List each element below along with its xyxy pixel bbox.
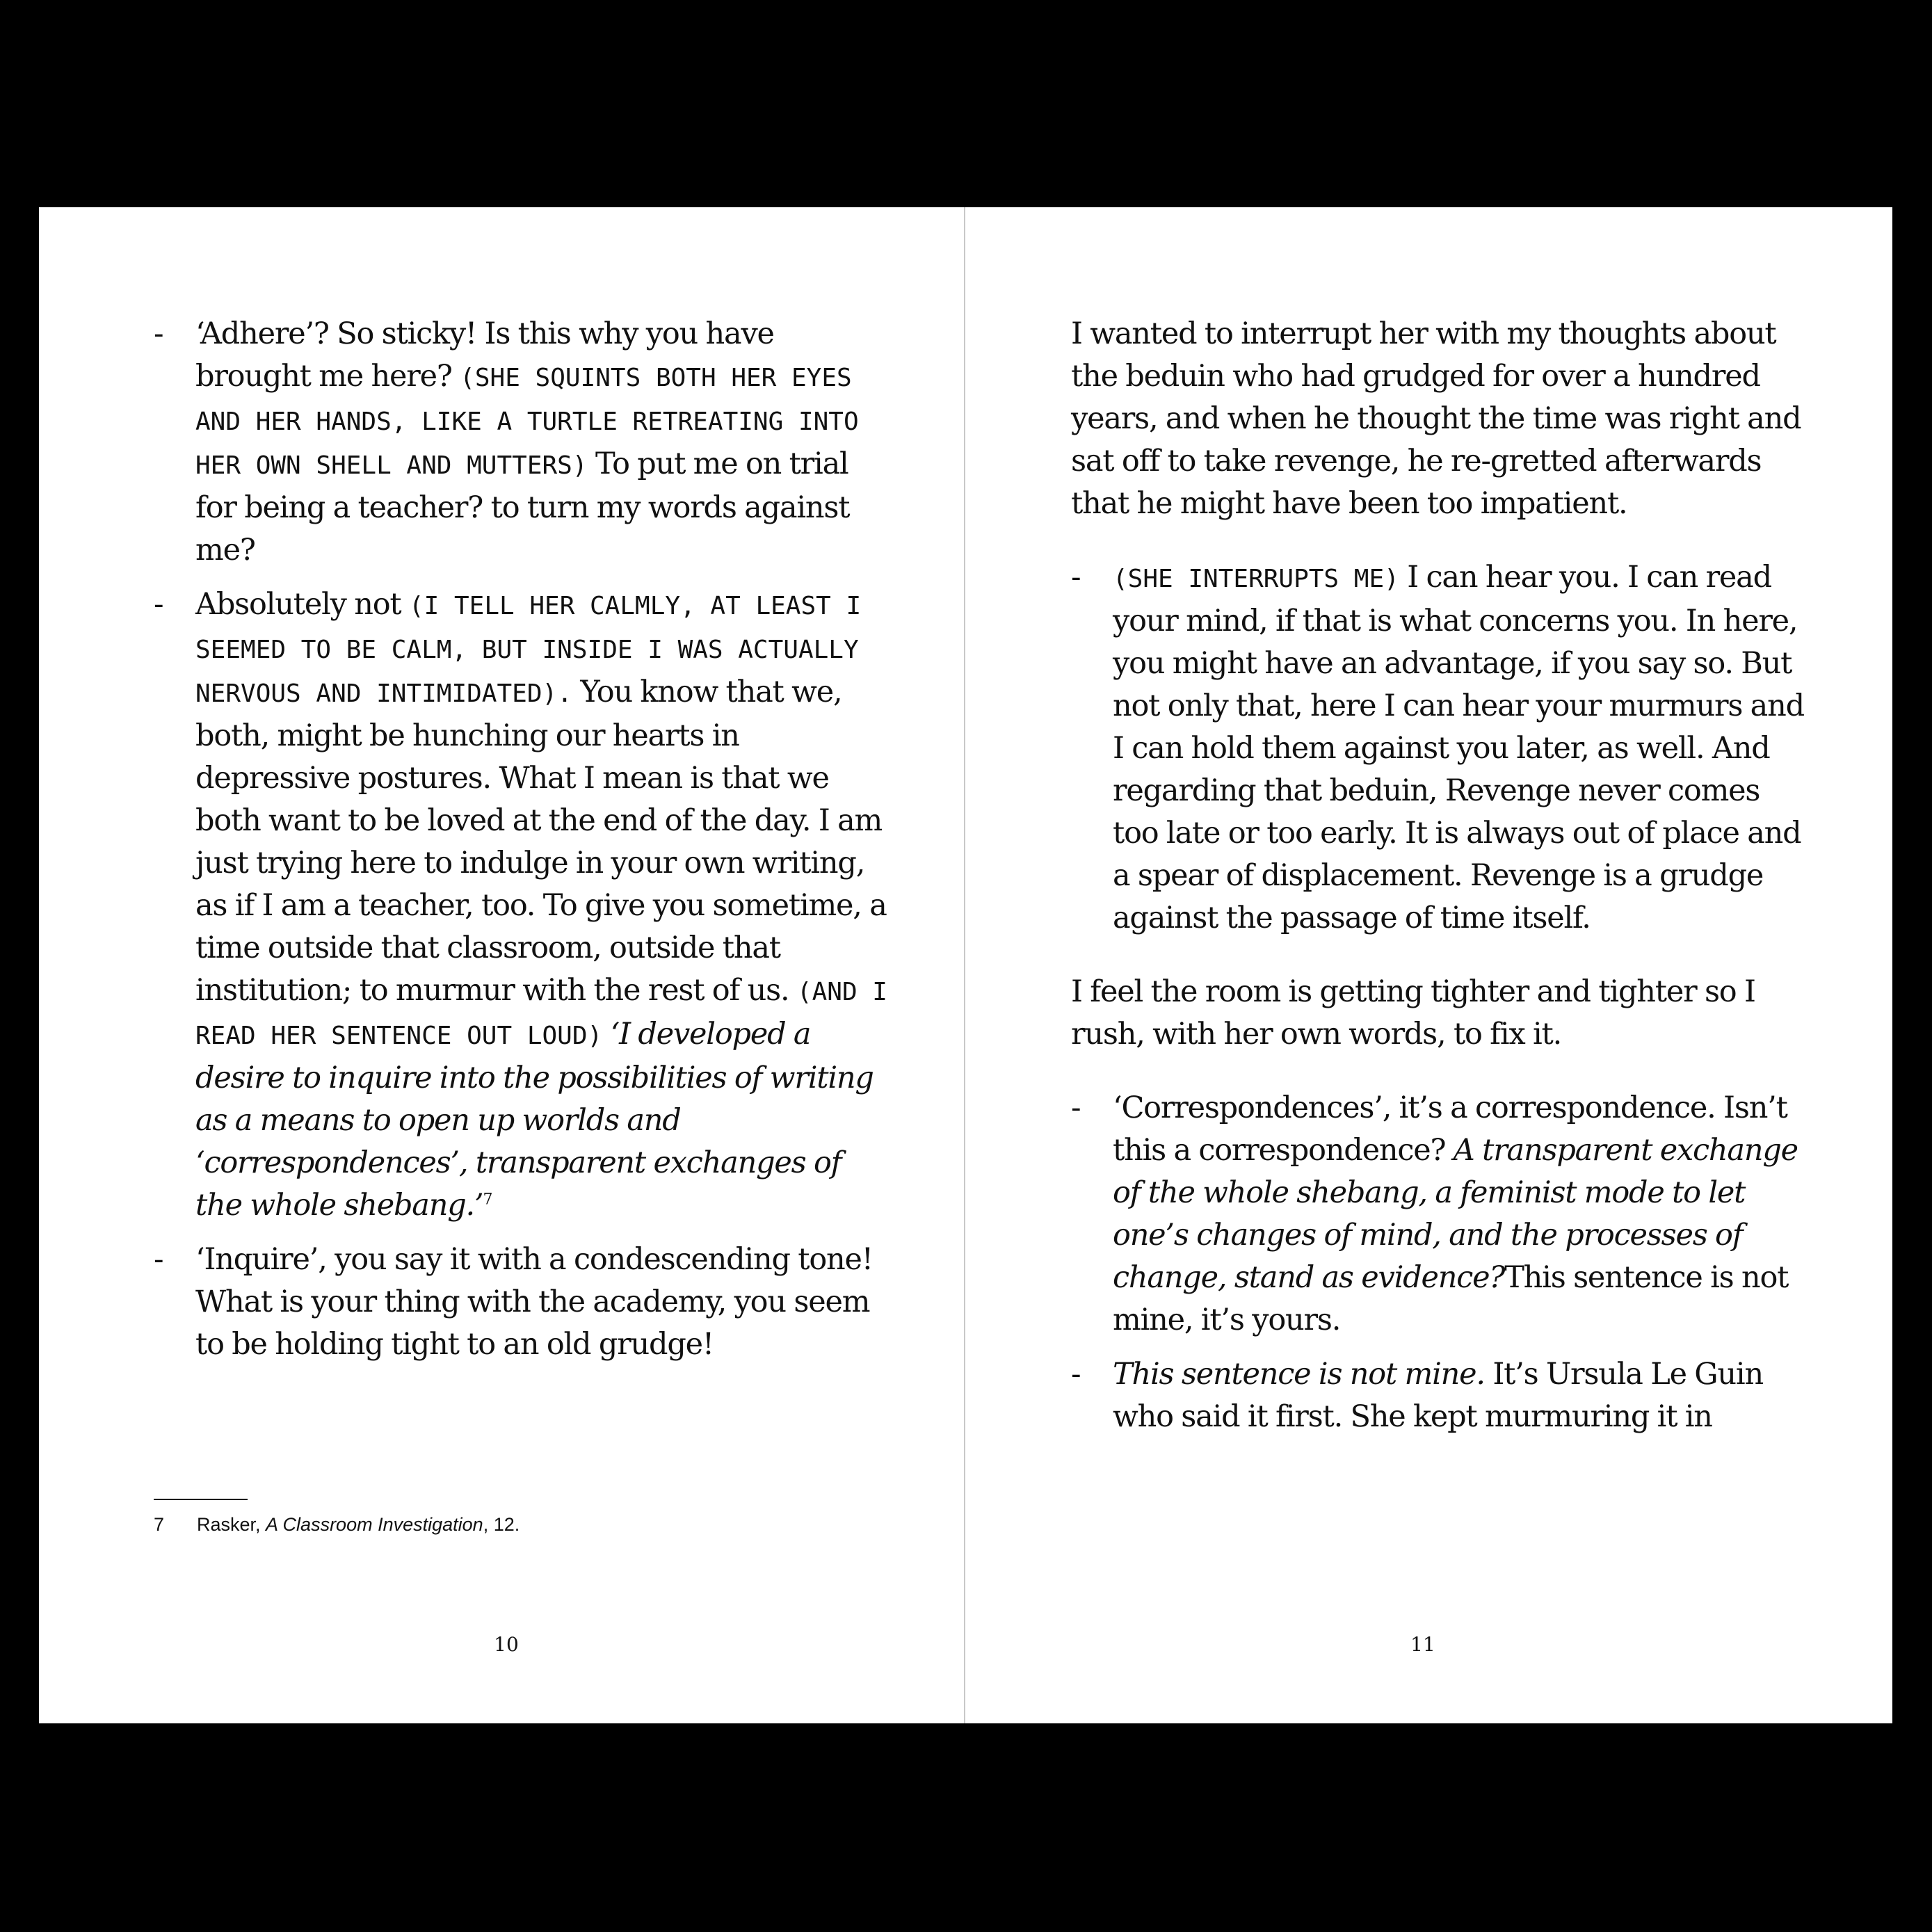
left-text-block [154,313,891,1366]
dash: - [154,587,163,622]
quoted-sentence: ‘I developed a desire to inquire into the possibilities of writing as a means to open up worlds and ‘correspondences’, transparent exchanges of the whole shebang.’ [195,1017,874,1223]
right-text-block [1071,313,1808,1438]
dash: - [1071,1090,1081,1125]
dialogue-text: ‘Inquire’, you say it with a condescending tone! What is your thing with the academy, you seem to be holding tight to an old grudge! [195,1242,873,1362]
dialogue-item [1071,1353,1808,1438]
dialogue-text: Absolutely not [195,587,409,622]
dash: - [1071,560,1081,595]
dialogue-text: It’s Ursula Le Guin who said it first. She kept murmuring it in [1113,1357,1763,1434]
dialogue-item [154,1239,891,1366]
narrative-paragraph: I wanted to interrupt her with my thoughts about the beduin who had grudged for over a hundred years, and when he thought the time was right and sat off to take revenge, he re-gretted afterwards that he might have been too impatient. [1071,316,1801,521]
quoted-sentence: A transparent exchange of the whole shebang, a feminist mode to let one’s changes of mind, and the processes of change, stand as evidence? [1113,1133,1798,1295]
footnote-page: , 12. [483,1514,520,1535]
footnote-divider [154,1499,248,1500]
footnote-title: A Classroom Investigation [266,1514,483,1535]
dialogue-item [154,313,891,572]
stage-direction: (SHE INTERRUPTS ME) [1113,565,1399,593]
dialogue-item [154,583,891,1227]
dash: - [1071,1357,1081,1392]
stage-direction: (I TELL HER CALMLY, AT LEAST I SEEMED TO BE CALM, BUT INSIDE I WAS ACTUALLY NERVOUS AND INTIMIDATED). [195,592,862,708]
page-number: 10 [494,1633,519,1656]
footnote-number: 7 [154,1514,165,1535]
left-page [39,207,964,1723]
stage-direction: (SHE SQUINTS BOTH HER EYES AND HER HANDS, LIKE A TURTLE RETREATING INTO HER OWN SHELL AND MUTTERS) [195,364,859,480]
right-page [965,207,1892,1723]
stage-direction: (AND I READ HER SENTENCE OUT LOUD) [195,978,887,1050]
dash: - [154,316,163,351]
quoted-sentence: This sentence is not mine. [1113,1357,1485,1392]
dialogue-text: This sentence is not mine, it’s yours. [1113,1260,1789,1337]
footnote [154,1512,849,1537]
dialogue-text: You know that we, both, might be hunching our hearts in depressive postures. What I mean is that we both want to be loved at the end of the day. I am just trying here to indulge in your own writing, as if I am a teacher, too. To give you sometime, a time outside that classroom, outside that institution; to murmur with the rest of us. [195,675,887,1008]
dialogue-text: To put me on trial for being a teacher? to turn my words against me? [195,446,850,567]
dialogue-text: ‘Adhere’? So sticky! Is this why you have brought me here? [195,316,774,394]
dialogue-item [1071,1087,1808,1342]
dialogue-text: ‘Correspondences’, it’s a correspondence. Isn’t this a correspondence? [1113,1090,1787,1168]
narrative-paragraph: I feel the room is getting tighter and tighter so I rush, with her own words, to fix it. [1071,974,1755,1052]
dialogue-text: I can hear you. I can read your mind, if that is what concerns you. In here, you might have an advantage, if you say so. But not only that, here I can hear your murmurs and I can hold them against you later, as well. And regarding that beduin, Revenge never comes too late or too early. It is always out of place and a spear of displacement. Revenge is a grudge against the passage of time itself. [1113,560,1804,935]
footnote-reference[interactable]: 7 [483,1191,492,1209]
dialogue-item [1071,556,1808,940]
page-number: 11 [1410,1633,1435,1656]
footnote-author: Rasker, [197,1514,266,1535]
dash: - [154,1242,163,1277]
